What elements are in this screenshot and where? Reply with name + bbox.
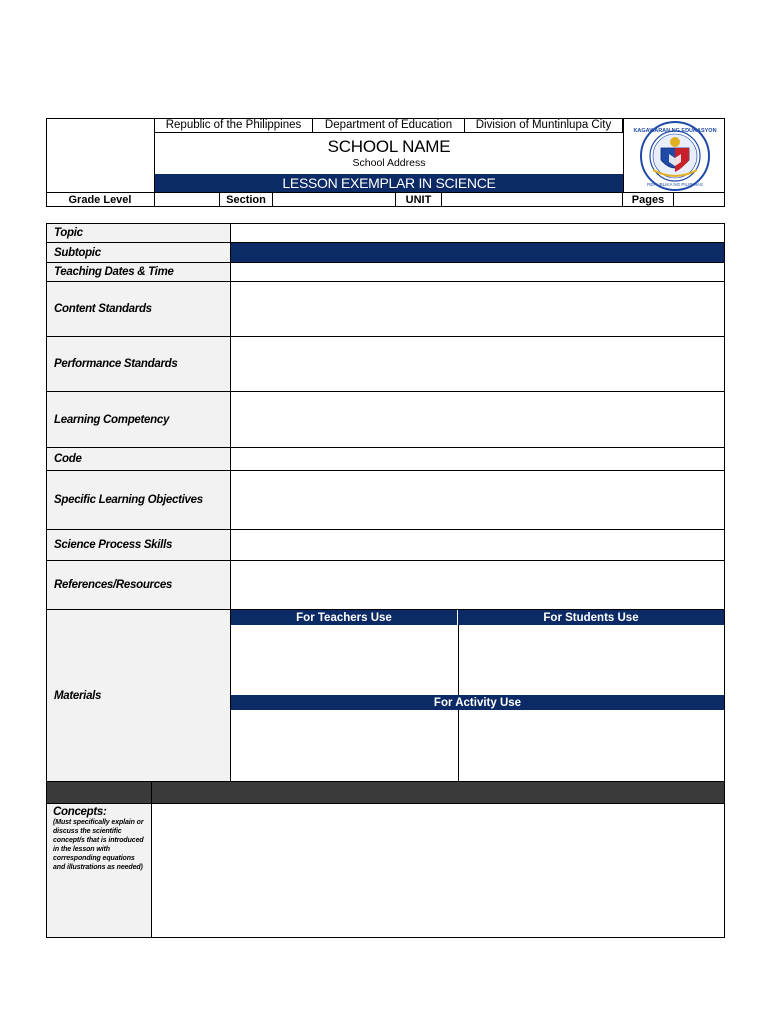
references-label: References/Resources xyxy=(47,561,231,610)
topic-field[interactable] xyxy=(231,224,724,243)
students-use-header: For Students Use xyxy=(458,610,724,625)
references-field[interactable] xyxy=(231,561,724,610)
division-cell: Division of Muntinlupa City xyxy=(465,118,623,133)
learning-competency-label: Learning Competency xyxy=(47,392,231,448)
subtopic-field[interactable] xyxy=(231,243,724,263)
svg-text:REPUBLIKA NG PILIPINAS: REPUBLIKA NG PILIPINAS xyxy=(647,182,703,187)
concepts-label: Concepts: xyxy=(53,806,107,818)
unit-label: UNIT xyxy=(396,193,442,207)
concepts-note: (Must specifically explain or discuss the scientific concept/s that is introduced in the lesson with corresponding equations and illustrations as needed) xyxy=(53,819,144,871)
school-address: School Address xyxy=(352,157,426,169)
grade-level-field[interactable] xyxy=(155,193,220,207)
concepts-field[interactable] xyxy=(152,804,724,937)
section-field[interactable] xyxy=(273,193,396,207)
learning-competency-field[interactable] xyxy=(231,392,724,448)
code-field[interactable] xyxy=(231,448,724,471)
pages-field[interactable] xyxy=(674,193,725,207)
seal-cell xyxy=(623,118,725,193)
school-name: SCHOOL NAME xyxy=(327,137,451,156)
header-logo-cell xyxy=(46,118,155,193)
republic-cell: Republic of the Philippines xyxy=(155,118,313,133)
concepts-dark-bar-left xyxy=(47,782,152,804)
grade-level-label: Grade Level xyxy=(46,193,155,207)
materials-label: Materials xyxy=(47,610,231,781)
subtopic-label: Subtopic xyxy=(47,243,231,263)
performance-standards-field[interactable] xyxy=(231,337,724,392)
department-cell: Department of Education xyxy=(313,118,465,133)
activity-use-field-left[interactable] xyxy=(231,710,459,781)
concepts-label-cell xyxy=(47,804,152,937)
concepts-dark-bar-right xyxy=(152,782,724,804)
process-skills-field[interactable] xyxy=(231,530,724,561)
code-label: Code xyxy=(47,448,231,471)
pages-label: Pages xyxy=(623,193,674,207)
topic-label: Topic xyxy=(47,224,231,243)
lesson-exemplar-title: LESSON EXEMPLAR IN SCIENCE xyxy=(155,174,623,192)
activity-use-header: For Activity Use xyxy=(231,695,724,710)
process-skills-label: Science Process Skills xyxy=(47,530,231,561)
activity-use-field-right[interactable] xyxy=(459,710,724,781)
content-standards-label: Content Standards xyxy=(47,282,231,337)
teachers-use-field[interactable] xyxy=(231,625,459,695)
content-standards-field[interactable] xyxy=(231,282,724,337)
teaching-dates-field[interactable] xyxy=(231,263,724,282)
unit-field[interactable] xyxy=(442,193,623,207)
deped-seal-icon xyxy=(633,120,717,192)
teachers-use-header: For Teachers Use xyxy=(231,610,458,625)
students-use-field[interactable] xyxy=(459,625,724,695)
section-label: Section xyxy=(220,193,273,207)
teaching-dates-label: Teaching Dates & Time xyxy=(47,263,231,282)
svg-text:KAGAWARAN NG EDUKASYON: KAGAWARAN NG EDUKASYON xyxy=(633,128,717,134)
performance-standards-label: Performance Standards xyxy=(47,337,231,392)
objectives-field[interactable] xyxy=(231,471,724,530)
objectives-label: Specific Learning Objectives xyxy=(47,471,231,530)
